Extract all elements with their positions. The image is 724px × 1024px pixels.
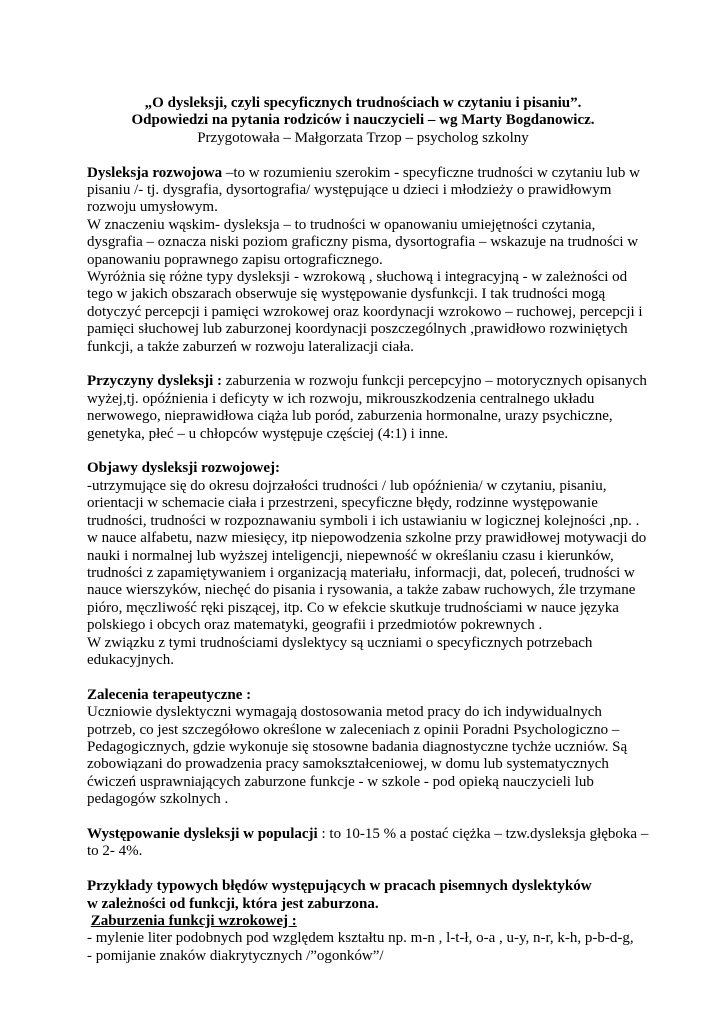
list-item: - pomijanie znaków diakrytycznych /”ogonków”/ bbox=[87, 947, 384, 964]
document-subtitle: Odpowiedzi na pytania rodziców i nauczycieli – wg Marty Bogdanowicz. bbox=[131, 112, 595, 129]
text-line: to 2- 4%. bbox=[87, 843, 143, 860]
text-line: nauki i normalnej lub wyższej inteligencji, niepewność w określaniu czasu i kierunków, bbox=[87, 547, 614, 564]
text-line: pisaniu /- tj. dysgrafia, dysortografia/ występujące u dzieci i młodzieży o prawidłowym bbox=[87, 182, 612, 199]
text-line: orientacji w schemacie ciała i przestrzeni, specyficzne błędy, rodzinne występowanie bbox=[87, 495, 598, 512]
section-przyczyny bbox=[87, 373, 647, 443]
text-line: ćwiczeń usprawniających zaburzone funkcje - w szkole - pod opieką nauczycieli lub bbox=[87, 773, 594, 790]
text-line: dotyczyć percepcji i pamięci wzrokowej oraz koordynacji wzrokowo – ruchowej, percepcji i bbox=[87, 303, 643, 320]
section-wystepowanie bbox=[87, 825, 649, 861]
term-wystepowanie: Występowanie dysleksji w populacji bbox=[87, 825, 318, 842]
text-line: pamięci słuchowej lub zaburzonej koordynacji poszczególnych ,prawidłowo rozwiniętych bbox=[87, 321, 628, 338]
document-page bbox=[87, 95, 649, 965]
text-line: Pedagogicznych, gdzie wykonuje się stosowne badania diagnostyczne tychże uczniów. Są bbox=[87, 738, 628, 755]
text-line: W znaczeniu wąskim- dysleksja – to trudności w opanowaniu umiejętności czytania, bbox=[87, 216, 596, 233]
section-zalecenia bbox=[87, 687, 639, 809]
author-line: Przygotowała – Małgorzata Trzop – psycholog szkolny bbox=[197, 129, 529, 146]
section-objawy bbox=[87, 460, 647, 669]
section-przyklady bbox=[87, 878, 639, 965]
term-przyczyny: Przyczyny dysleksji : bbox=[87, 373, 222, 390]
text-line: opanowaniu poprawnego zapisu ortograficznego. bbox=[87, 251, 383, 268]
text-line: pióro, męczliwość ręki piszącej, itp. Co w efekcie skutkuje trudnościami w nauce języka bbox=[87, 599, 619, 616]
text-line: nauce wierszyków, niechęć do pisania i rysowania, a także zabaw ruchowych, źle trzymane bbox=[87, 582, 636, 599]
text-line: nerwowego, nieprawidłowa ciąża lub poród, zaburzenia hormonalne, urazy psychiczne, bbox=[87, 408, 613, 425]
text-line: trudności z zapamiętywaniem i organizacją materiału, informacji, dat, poleceń, trudności w bbox=[87, 564, 635, 581]
text-line: -utrzymujące się do okresu dojrzałości trudności / lub opóźnienia/ w czytaniu, pisaniu, bbox=[87, 477, 607, 494]
text-line: potrzeb, co jest szczegółowo określone w zaleceniach z opinii Poradni Psychologiczno – bbox=[87, 721, 620, 738]
text-line: funkcji, a także zaburzeń w rozwoju lateralizacji ciała. bbox=[87, 338, 414, 355]
text-line: Uczniowie dyslektyczni wymagają dostosowania metod pracy do ich indywidualnych bbox=[87, 704, 602, 721]
text-line: Wyróżnia się różne typy dysleksji - wzrokową , słuchową i integracyjną - w zależności od bbox=[87, 269, 628, 286]
text-line: trudności, trudności w rozpoznawaniu symboli i ich ustawianiu w logicznej kolejności ,np. . bbox=[87, 512, 640, 529]
text-line: rozwoju umysłowym. bbox=[87, 199, 218, 216]
heading-zalecenia: Zalecenia terapeutyczne : bbox=[87, 686, 252, 703]
text-line: W związku z tymi trudnościami dyslektycy są uczniami o specyficznych potrzebach bbox=[87, 634, 593, 651]
text-line: dysgrafia – oznacza niski poziom graficzny pisma, dysortografia – wskazuje na trudności w bbox=[87, 234, 639, 251]
text-line: zaburzenia w rozwoju funkcji percepcyjno – motorycznych opisanych bbox=[221, 373, 647, 390]
term-dysleksja: Dysleksja rozwojowa bbox=[87, 164, 223, 181]
text-line: w nauce alfabetu, nazw miesięcy, itp niepowodzenia szkolne przy prawidłowej motywacji do bbox=[87, 530, 647, 547]
heading-przyklady: Przykłady typowych błędów występujących w pracach pisemnych dyslektyków bbox=[87, 878, 592, 895]
text-line: : to 10-15 % a postać ciężka – tzw.dysleksja głęboka – bbox=[317, 825, 649, 842]
text-line: genetyka, płeć – u chłopców występuje częściej (4:1) i inne. bbox=[87, 425, 449, 442]
heading-przyklady-cont: w zależności od funkcji, która jest zaburzona. bbox=[87, 895, 379, 912]
document-title: „O dysleksji, czyli specyficznych trudnościach w czytaniu i pisaniu”. bbox=[144, 95, 582, 111]
heading-objawy: Objawy dysleksji rozwojowej: bbox=[87, 460, 281, 477]
text-line: zobowiązani do prowadzenia pracy samokształceniowej, w domu lub systematycznych bbox=[87, 756, 609, 773]
text-line: edukacyjnych. bbox=[87, 651, 175, 668]
text-line: wyżej,tj. opóźnienia i deficyty w ich rozwoju, mikrouszkodzenia centralnego układu bbox=[87, 390, 595, 407]
list-item: - mylenie liter podobnych pod względem kształtu np. m-n , l-t-ł, o-a , u-y, n-r, k-h, p-b-d-g, bbox=[87, 930, 634, 947]
text-line: pedagogów szkolnych . bbox=[87, 791, 229, 808]
text-line: tego w jakich obszarach obserwuje się występowanie dysfunkcji. I tak trudności mogą bbox=[87, 286, 606, 303]
section-dysleksja bbox=[87, 164, 643, 356]
subheading-wzrokowe: Zaburzenia funkcji wzrokowej : bbox=[90, 913, 297, 929]
text-line: polskiego i obcych oraz matematyki, geografii i przedmiotów pokrewnych . bbox=[87, 617, 543, 634]
text-line: –to w rozumieniu szerokim - specyficzne trudności w czytaniu lub w bbox=[222, 164, 640, 181]
